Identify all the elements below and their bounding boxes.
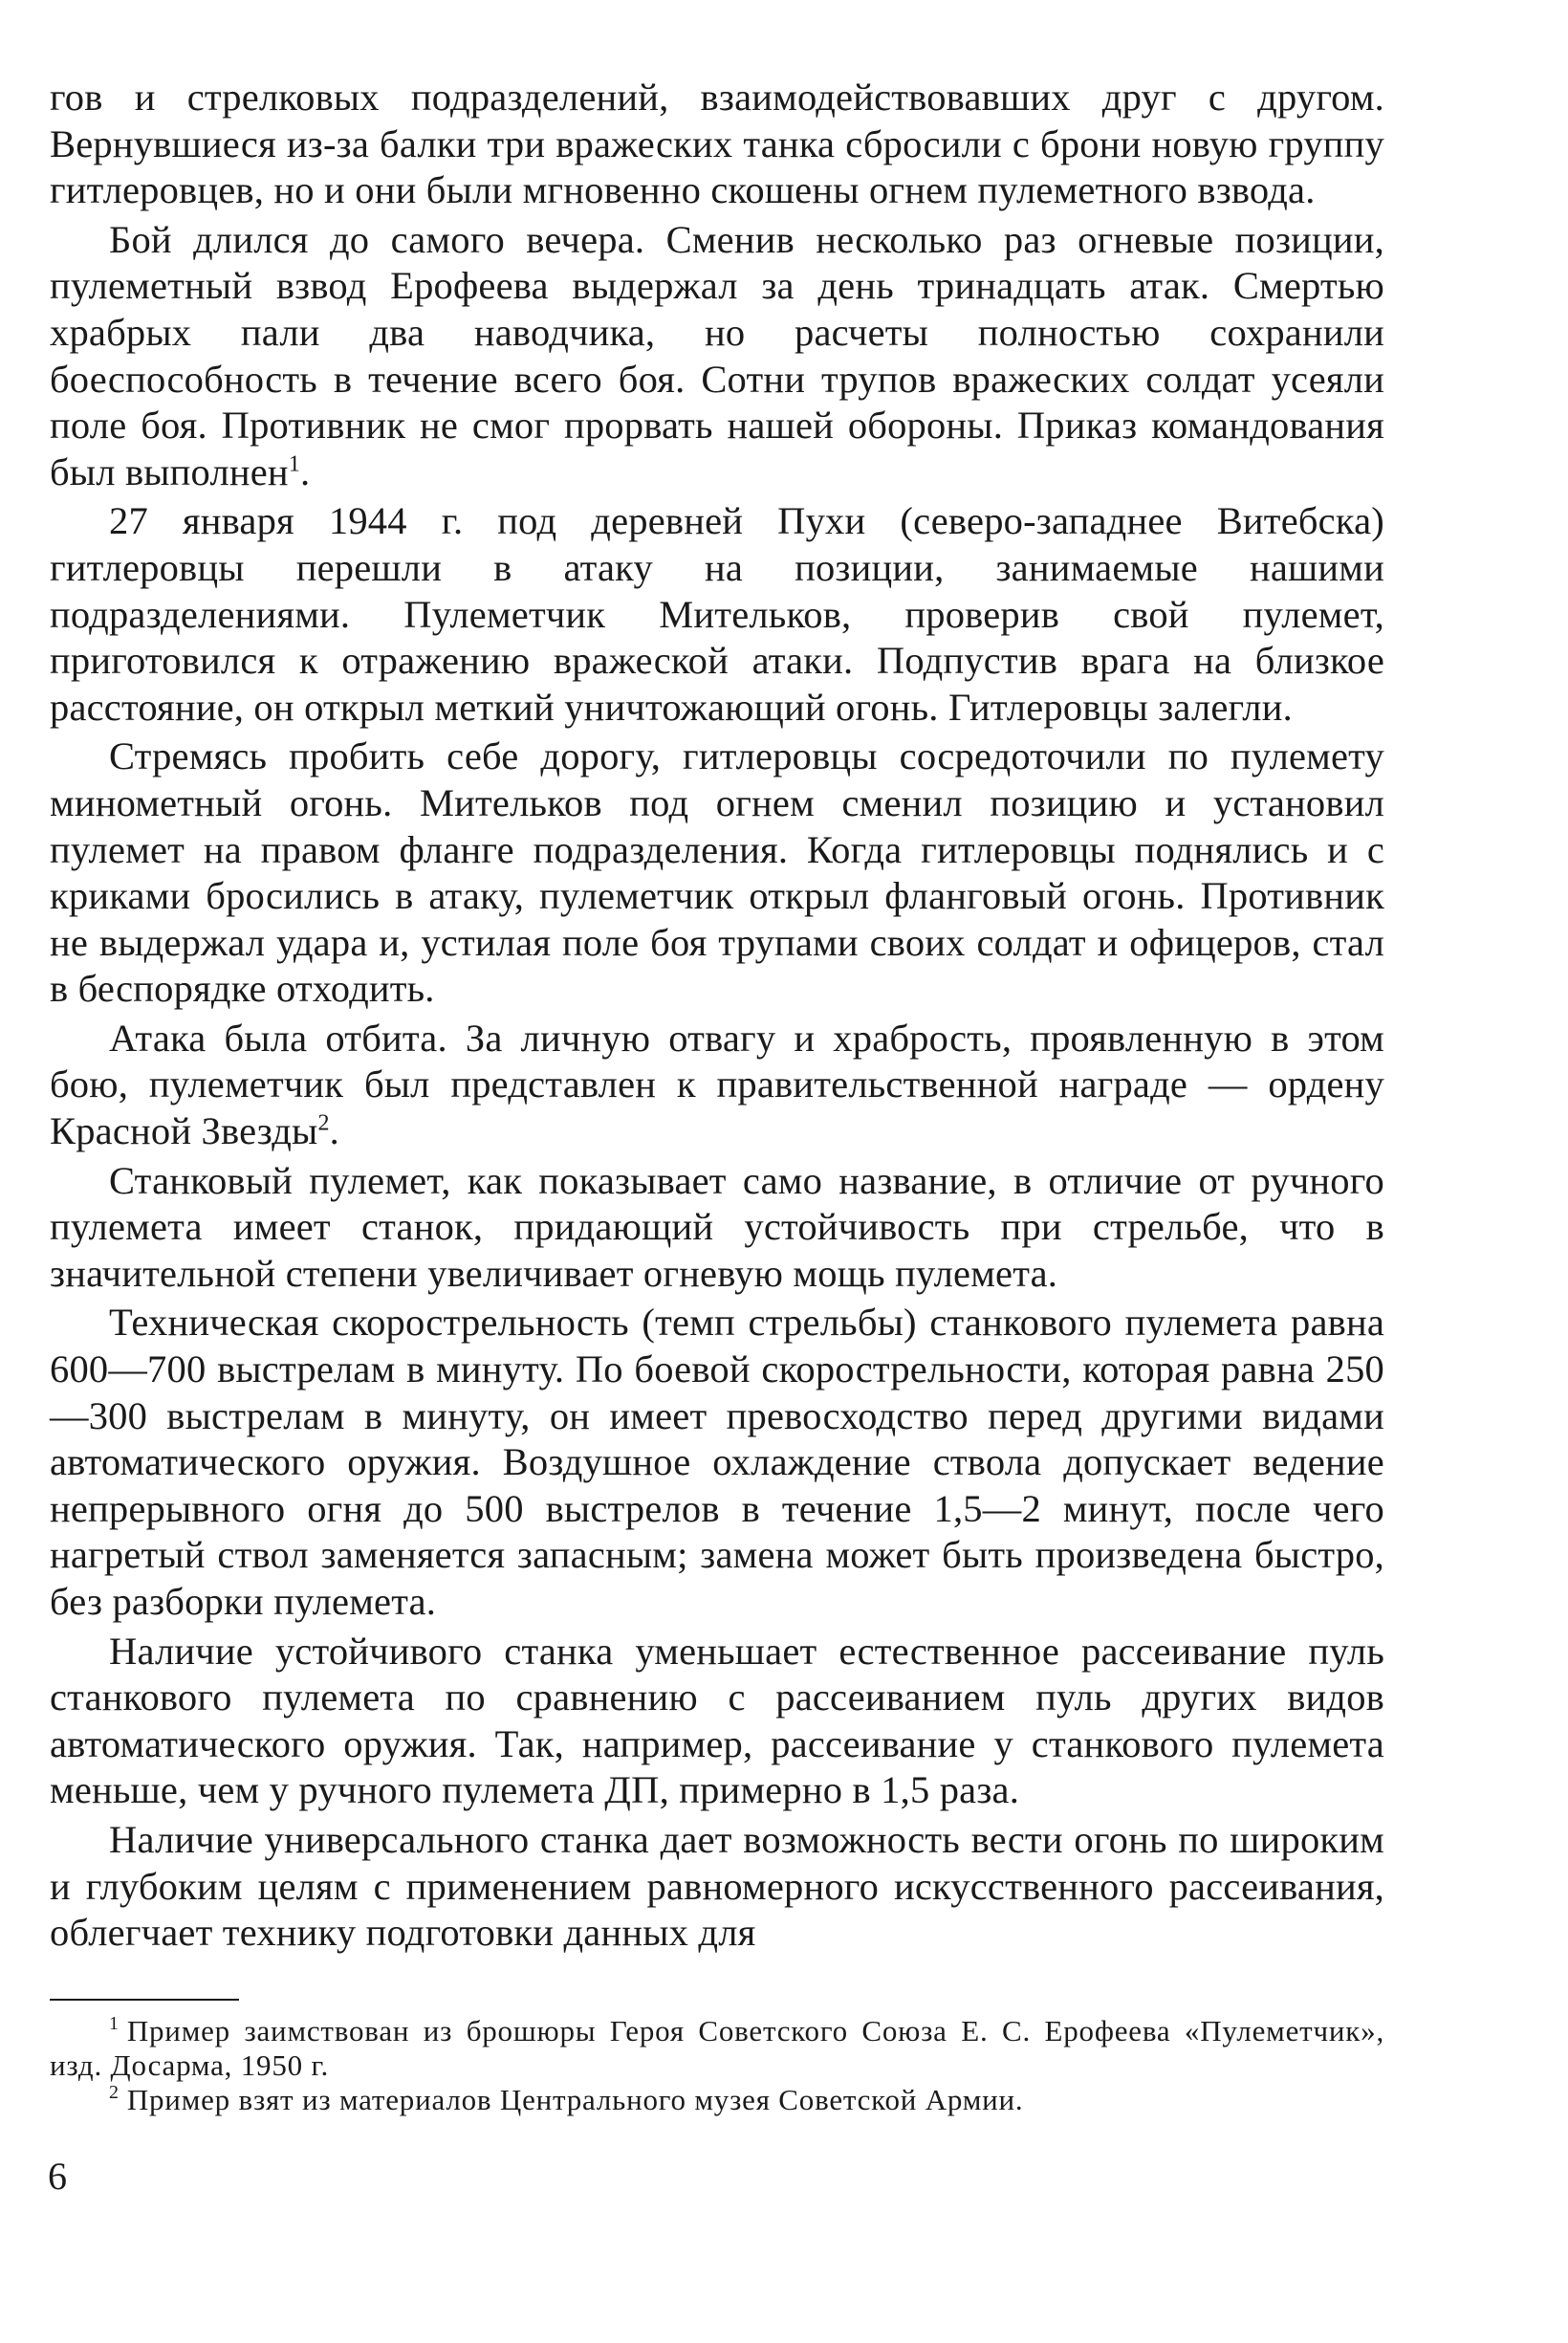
book-page [50,75,1384,2117]
footnote: $^1$ Пример заимствован из брошюры Героя Советского Союза Е. С. Ерофеева «Пулеметчик», изд. Досарма, 1950 г. [50,2013,1384,2082]
footnote-divider [50,1999,239,2001]
footnote-mark: 1 [109,2013,120,2035]
footnote-reference[interactable]: 1 [288,451,301,477]
paragraph: Наличие устойчивого станка уменьшает естественное рассеивание пуль станкового пулемета по сравнению с рассеиванием пуль других видов автоматического оружия. Так, например, рассеивание у станкового пулемета меньше, чем у ручного пулемета ДП, примерно в 1,5 раза. [50,1629,1384,1812]
paragraph: Техническая скорострельность (темп стрельбы) станкового пулемета равна 600—700 выстрелам в минуту. По боевой скорострельности, которая равна 250—300 выстрелам в минуту, он имеет превосходство перед другими видами автоматического оружия. Воздушное охлаждение ствола допускает ведение непрерывного огня до 500 выстрелов в течение 1,5—2 минут, после чего нагретый ствол заменяется запасным; замена может быть произведена быстро, без разборки пулемета. [50,1301,1384,1623]
footnotes [50,2014,1384,2117]
paragraph: Стремясь пробить себе дорогу, гитлеровцы сосредоточили по пулемету минометный огонь. Мительков под огнем сменил позицию и установил пулемет на правом фланге подразделения. Когда гитлеровцы поднялись и с криками бросились в атаку, пулеметчик открыл фланговый огонь. Противник не выдержал удара и, устилая поле боя трупами своих солдат и офицеров, стал в беспорядке отходить. [50,734,1384,1011]
paragraph: Наличие универсального станка дает возможность вести огонь по широким и глубоким целям с применением равномерного искусственного рассеивания, облегчает технику подготовки данных для [50,1817,1384,1955]
paragraph: Бой длился до самого вечера. Сменив несколько раз огневые позиции, пулеметный взвод Ерофеева выдержал за день тринадцать атак. Смертью храбрых пали два наводчика, но расчеты полностью сохранили боеспособность в течение всего боя. Сотни трупов вражеских солдат усеяли поле боя. Противник не смог прорвать нашей обороны. Приказ командования был выполнен$^1$. [50,217,1384,493]
page-number: 6 [48,2155,67,2198]
paragraph: Атака была отбита. За личную отвагу и храбрость, проявленную в этом бою, пулеметчик был представлен к правительственной награде — ордену Красной Звезды$^2$. [50,1016,1384,1153]
footnote-reference[interactable]: 2 [317,1110,330,1136]
footnote: $^2$ Пример взят из материалов Центрального музея Советской Армии. [109,2082,1024,2116]
main-text [50,75,1384,1957]
footnote-mark: 2 [109,2082,120,2104]
paragraph: гов и стрелковых подразделений, взаимодействовавших друг с другом. Вернувшиеся из-за балки три вражеских танка сбросили с брони новую группу гитлеровцев, но и они были мгновенно скошены огнем пулеметного взвода. [50,76,1384,212]
paragraph: Станковый пулемет, как показывает само название, в отличие от ручного пулемета имеет станок, придающий устойчивость при стрельбе, что в значительной степени увеличивает огневую мощь пулемета. [50,1158,1384,1295]
paragraph: 27 января 1944 г. под деревней Пухи (северо-западнее Витебска) гитлеровцы перешли в атаку на позиции, занимаемые нашими подразделениями. Пулеметчик Мительков, проверив свой пулемет, приготовился к отражению вражеской атаки. Подпустив врага на близкое расстояние, он открыл меткий уничтожающий огонь. Гитлеровцы залегли. [50,499,1384,729]
